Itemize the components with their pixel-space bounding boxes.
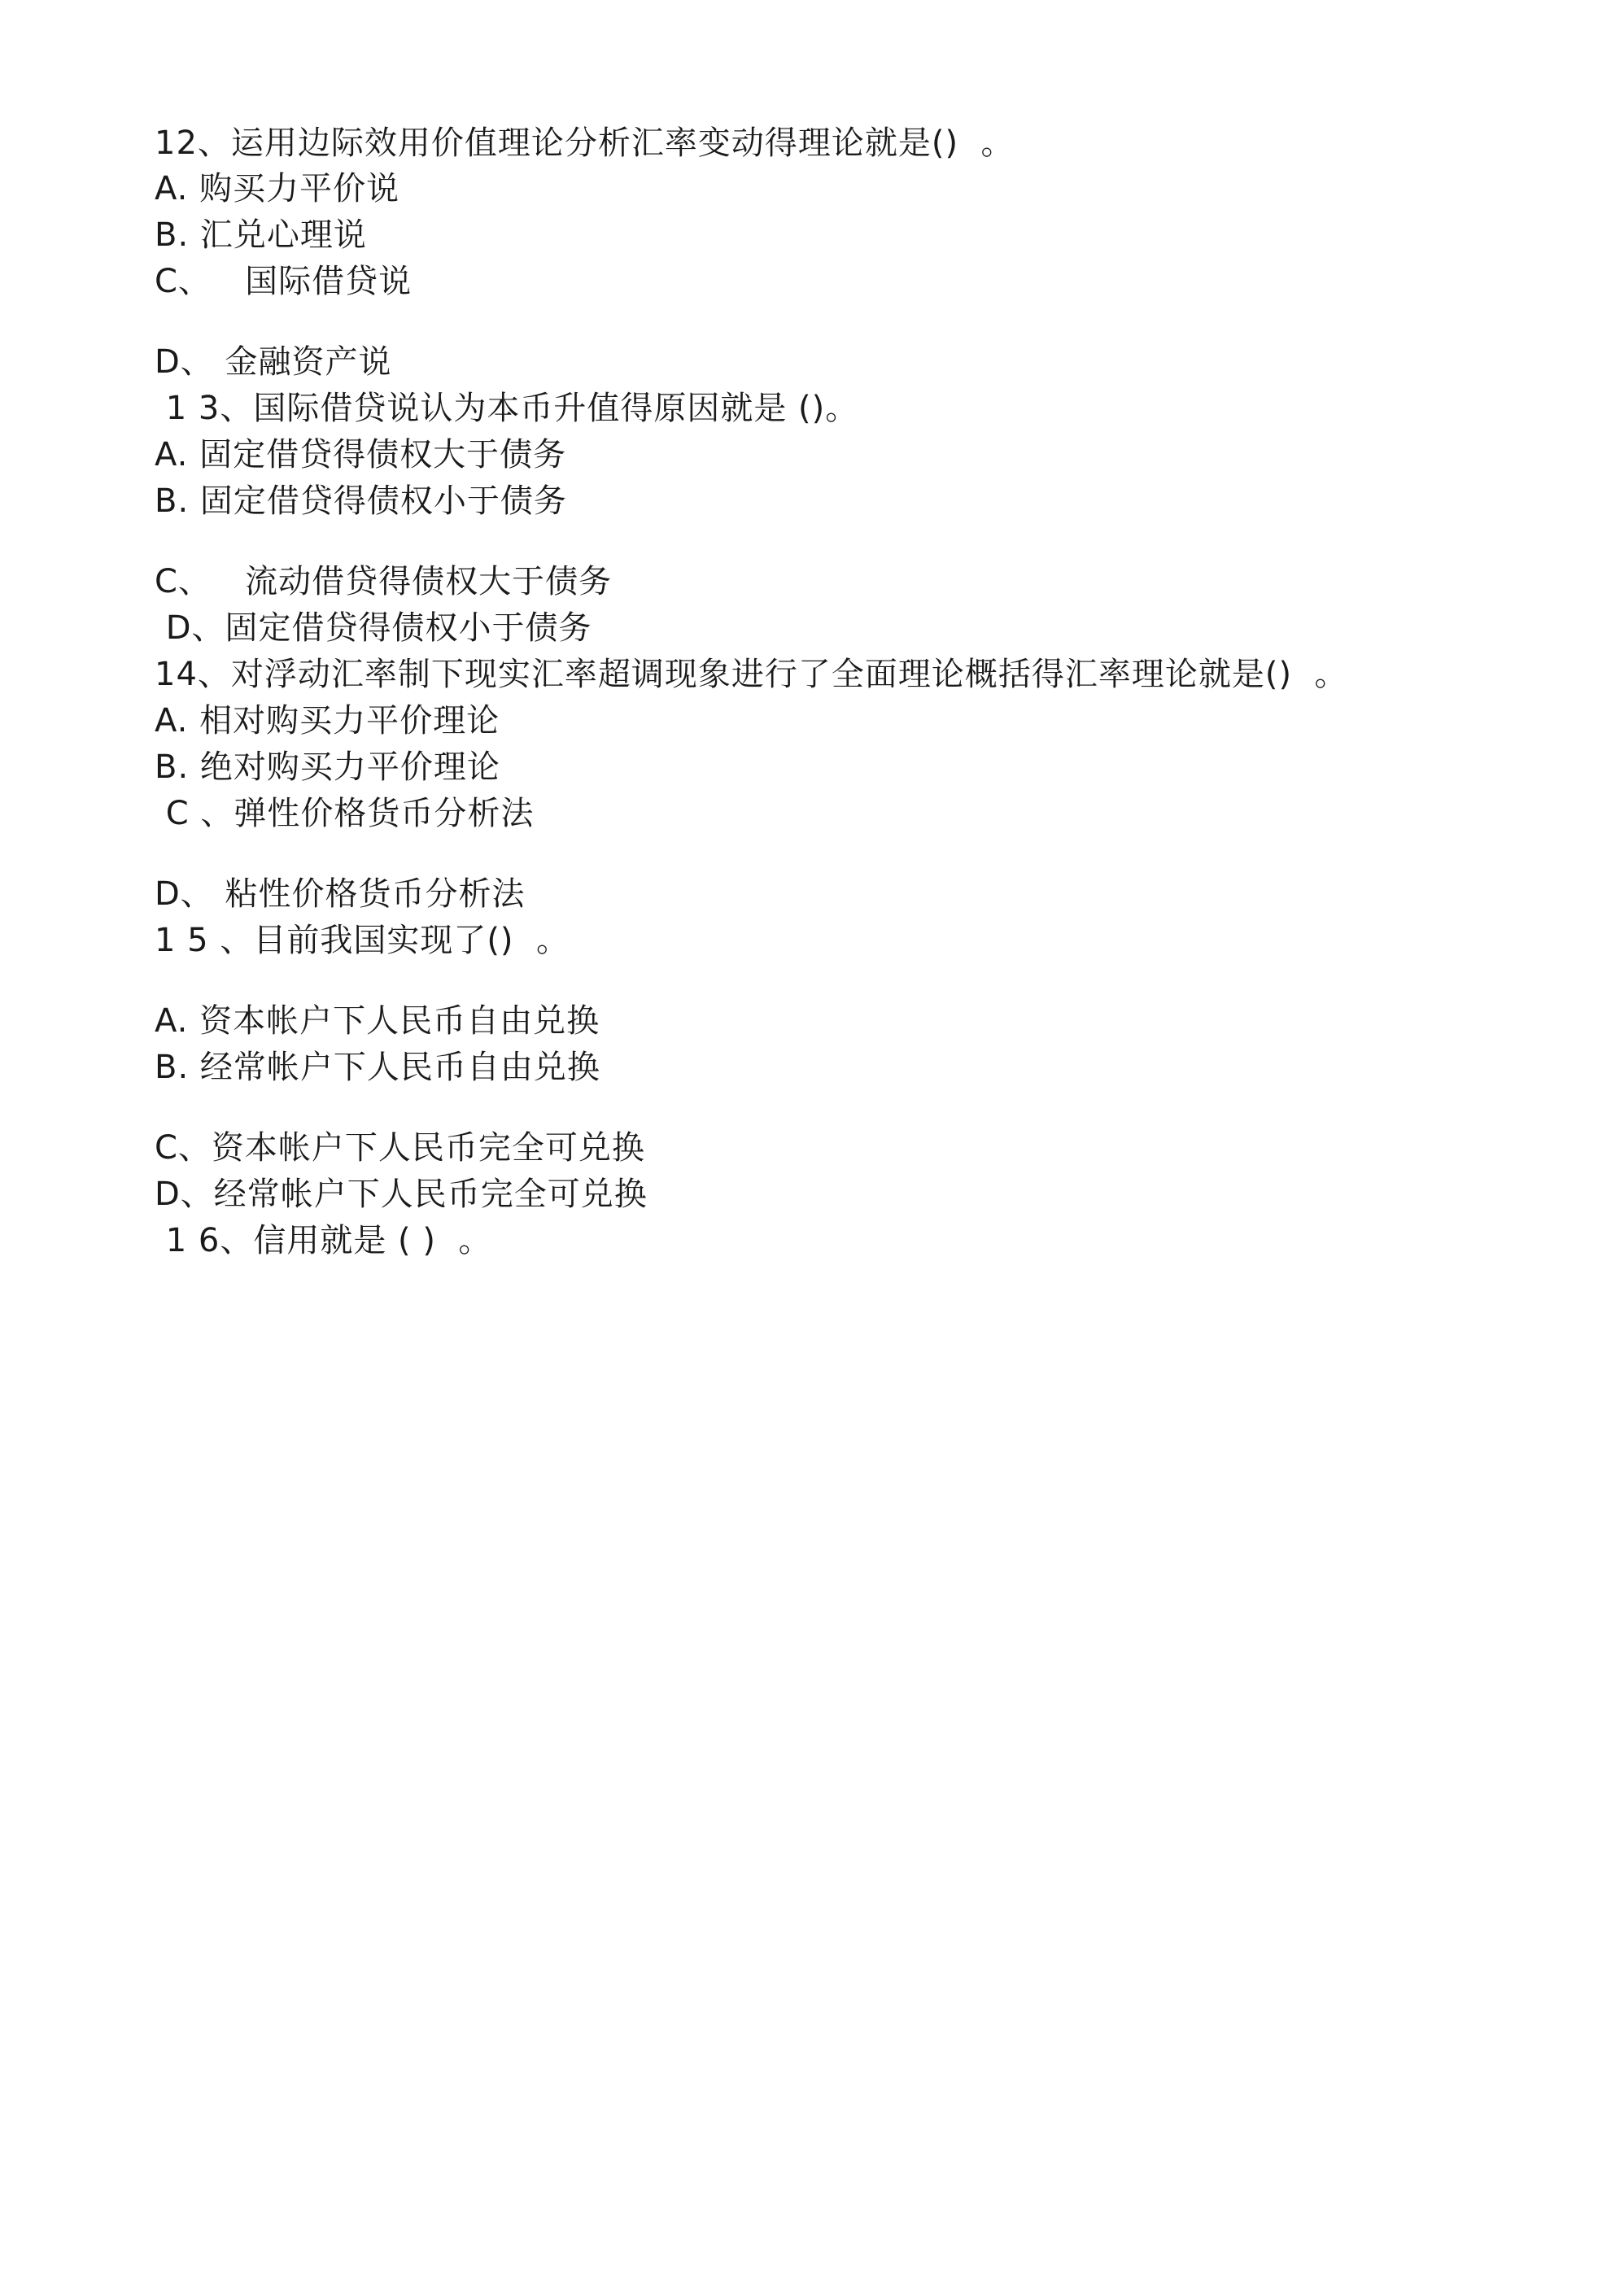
q15-option-b: B. 经常帐户下人民币自由兑换 bbox=[155, 1049, 600, 1086]
q13-option-c: C、 流动借贷得债权大于债务 bbox=[155, 563, 613, 600]
q13-option-b: B. 固定借贷得债权小于债务 bbox=[155, 482, 567, 520]
q14-option-c: C 、弹性价格货币分析法 bbox=[155, 795, 535, 832]
q15-option-d: D、经常帐户下人民币完全可兑换 bbox=[155, 1176, 648, 1213]
q12-option-a: A. 购买力平价说 bbox=[155, 170, 400, 207]
q14-option-b: B. 绝对购买力平价理论 bbox=[155, 748, 500, 786]
q13-option-a: A. 固定借贷得债权大于债务 bbox=[155, 436, 567, 473]
question-12-text: 12、运用边际效用价值理论分析汇率变动得理论就是() 。 bbox=[155, 124, 1015, 162]
q13-option-d: D、固定借贷得债权小于债务 bbox=[155, 609, 592, 647]
q14-option-d: D、 粘性价格货币分析法 bbox=[155, 875, 526, 913]
q15-option-c: C、资本帐户下人民币完全可兑换 bbox=[155, 1129, 645, 1167]
q12-option-d: D、 金融资产说 bbox=[155, 343, 392, 381]
q15-option-a: A. 资本帐户下人民币自由兑换 bbox=[155, 1002, 600, 1040]
q12-option-c: C、 国际借贷说 bbox=[155, 263, 413, 300]
q12-option-b: B. 汇兑心理说 bbox=[155, 216, 367, 254]
q14-option-a: A. 相对购买力平价理论 bbox=[155, 702, 500, 740]
question-13-text: 1 3、国际借贷说认为本币升值得原因就是 ()。 bbox=[155, 390, 859, 427]
question-14-text: 14、对浮动汇率制下现实汇率超调现象进行了全面理论概括得汇率理论就是() 。 bbox=[155, 656, 1348, 693]
question-15-text: 1 5 、目前我国实现了() 。 bbox=[155, 922, 570, 959]
question-16-text: 1 6、信用就是 ( ) 。 bbox=[155, 1222, 492, 1259]
